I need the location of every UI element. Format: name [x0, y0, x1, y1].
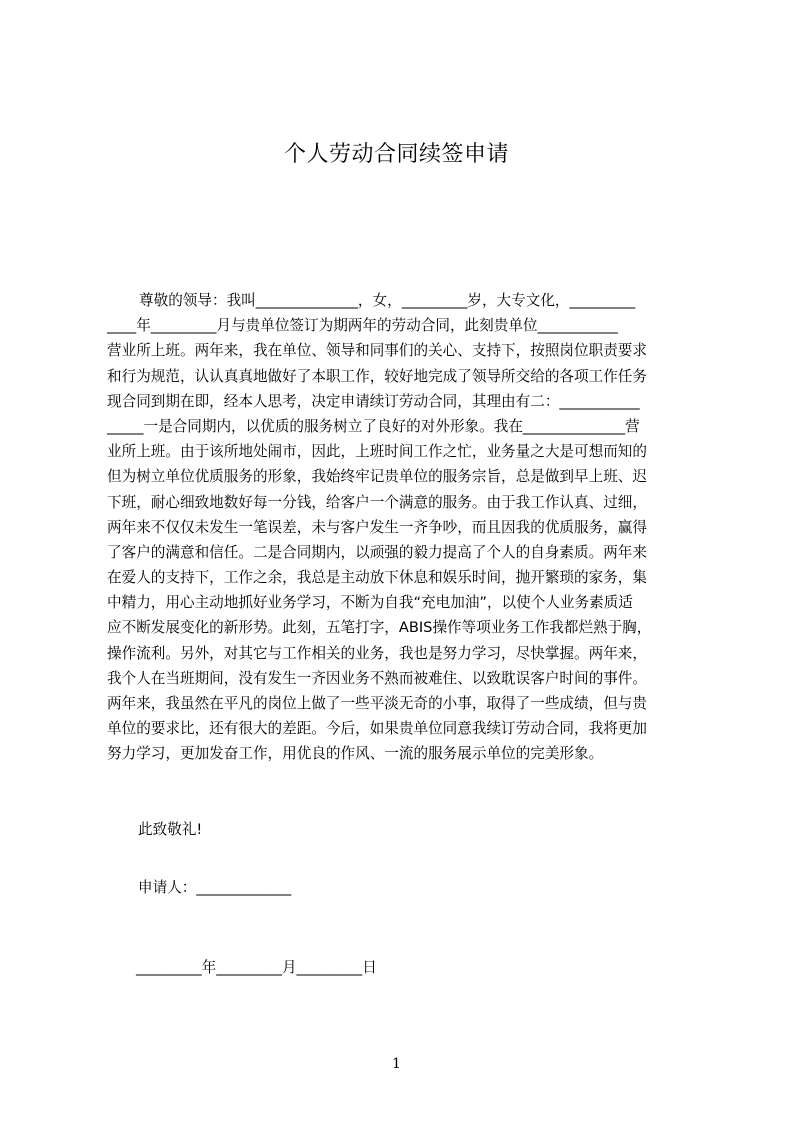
body-line: 在爱人的支持下，工作之余，我总是主动放下休息和娱乐时间，抛开繁琐的家务，集: [107, 569, 647, 587]
applicant-signature-line: 申请人：_____________: [138, 879, 292, 896]
letter-body: [107, 288, 700, 767]
body-line: 了客户的满意和信任。二是合同期内，以顽强的毅力提高了个人的自身素质。两年来: [107, 543, 647, 561]
body-line: 尊敬的领导：我叫______________，女，_________岁，大专文化，_________: [139, 292, 636, 309]
body-line: 应不断发展变化的新形势。此刻，五笔打字，ABIS操作等项业务工作我都烂熟于胸，: [107, 619, 652, 637]
body-line: 但为树立单位优质服务的形象，我始终牢记贵单位的服务宗旨，总是做到早上班、迟: [107, 468, 647, 486]
body-line: ____年_________月与贵单位签订为期两年的劳动合同，此刻贵单位___________: [107, 317, 618, 335]
page-number: 1: [392, 1056, 401, 1072]
body-line: 我个人在当班期间，没有发生一齐因业务不熟而被难住、以致耽误客户时间的事件。: [107, 669, 647, 687]
body-line: 努力学习，更加发奋工作，用优良的作风、一流的服务展示单位的完美形象。: [107, 745, 604, 763]
body-line: 营业所上班。两年来，我在单位、领导和同事们的关心、支持下，按照岗位职责要求: [107, 342, 647, 360]
body-line: 两年来，我虽然在平凡的岗位上做了一些平淡无奇的小事，取得了一些成绩，但与贵: [107, 695, 647, 712]
body-line: 现合同到期在即，经本人思考，决定申请续订劳动合同，其理由有二：___________: [107, 392, 640, 410]
body-line: 两年来不仅仅未发生一笔误差，未与客户发生一齐争吵，而且因我的优质服务，赢得: [107, 518, 647, 536]
body-line: 下班，耐心细致地数好每一分钱，给客户一个满意的服务。由于我工作认真、过细，: [107, 493, 647, 511]
body-line: 中精力，用心主动地抓好业务学习，不断为自我“充电加油”，以使个人业务素质适: [107, 594, 633, 612]
body-line: 单位的要求比，还有很大的差距。今后，如果贵单位同意我续订劳动合同，我将更加: [107, 720, 647, 738]
body-line: 和行为规范，认认真真地做好了本职工作，较好地完成了领导所交给的各项工作任务: [107, 367, 647, 385]
body-line: 业所上班。由于该所地处闹市，因此，上班时间工作之忙，业务量之大是可想而知的: [107, 443, 647, 461]
page-title: 个人劳动合同续签申请: [283, 142, 509, 167]
body-line: 操作流利。另外，对其它与工作相关的业务，我也是努力学习，尽快掌握。两年来，: [107, 644, 647, 662]
date-line: _________年_________月_________日: [136, 959, 377, 976]
closing-salutation: 此致敬礼!: [138, 821, 203, 838]
body-line: _____一是合同期内，以优质的服务树立了良好的对外形象。我在______________营: [107, 417, 640, 435]
